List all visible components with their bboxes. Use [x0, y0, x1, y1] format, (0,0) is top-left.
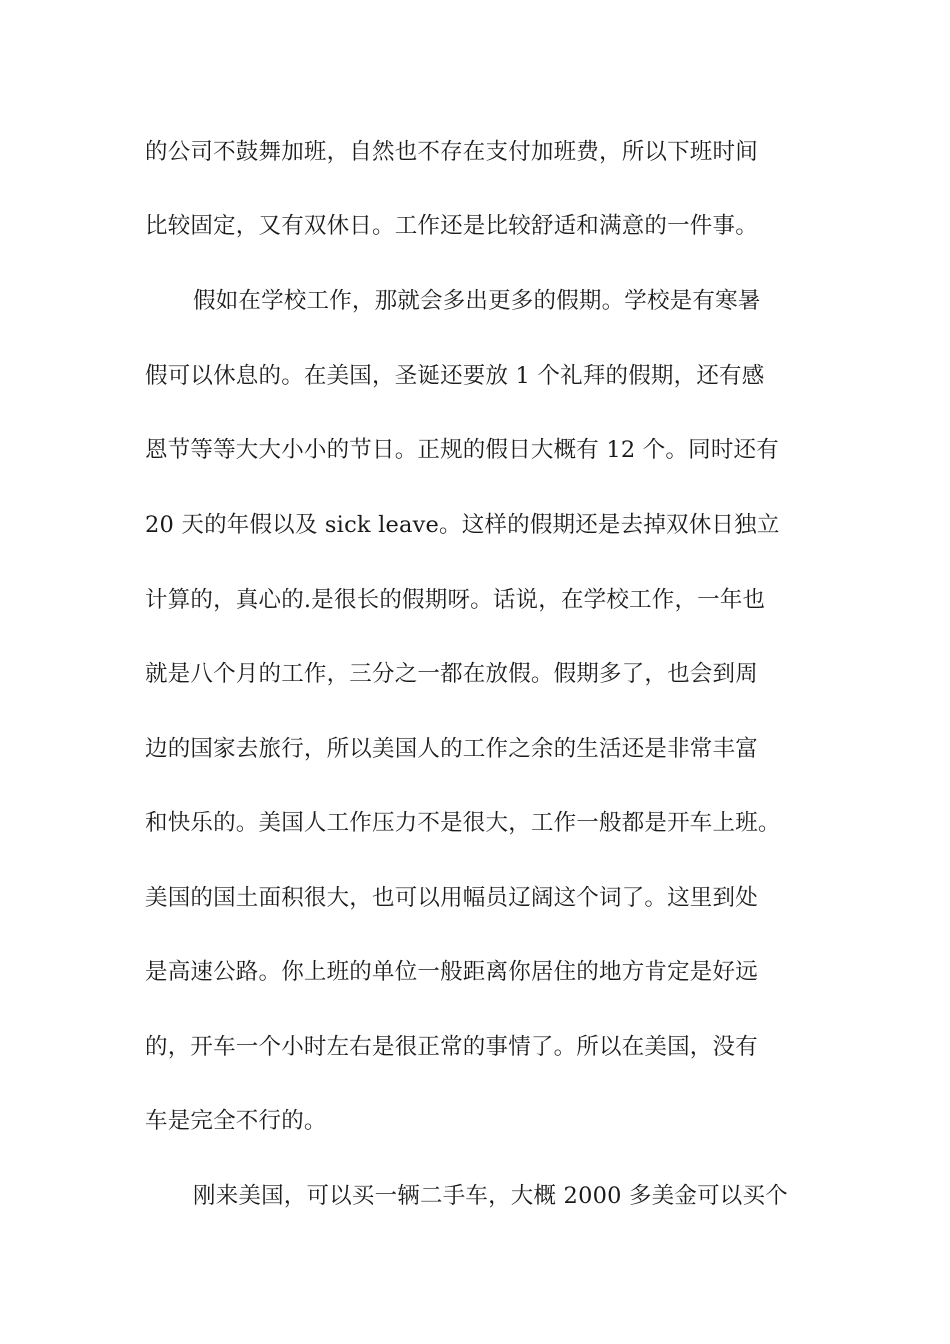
text-line-5: 恩节等等大大小小的节日。正规的假日大概有 12 个。同时还有 [145, 437, 779, 463]
text-line-8: 就是八个月的工作，三分之一都在放假。假期多了，也会到周 [145, 661, 758, 687]
text-line-12: 是高速公路。你上班的单位一般距离你居住的地方肯定是好远 [145, 959, 758, 985]
text-line-11: 美国的国土面积很大，也可以用幅员辽阔这个词了。这里到处 [145, 885, 758, 911]
paragraph-start-line: 假如在学校工作，那就会多出更多的假期。学校是有寒暑 [193, 288, 761, 314]
text-line-14: 车是完全不行的。 [145, 1108, 327, 1134]
paragraph-start-line: 刚来美国，可以买一辆二手车，大概 2000 多美金可以买个 [193, 1183, 788, 1209]
text-line-6: 20 天的年假以及 sick leave。这样的假期还是去掉双休日独立 [145, 512, 780, 538]
text-line-10: 和快乐的。美国人工作压力不是很大，工作一般都是开车上班。 [145, 810, 781, 836]
text-line-7: 计算的，真心的.是很长的假期呀。话说，在学校工作，一年也 [145, 587, 766, 613]
text-line-13: 的，开车一个小时左右是很正常的事情了。所以在美国，没有 [145, 1034, 758, 1060]
text-line-9: 边的国家去旅行，所以美国人的工作之余的生活还是非常丰富 [145, 736, 758, 762]
text-line-2: 比较固定，又有双休日。工作还是比较舒适和满意的一件事。 [145, 213, 758, 239]
text-line-1: 的公司不鼓舞加班，自然也不存在支付加班费，所以下班时间 [145, 139, 758, 165]
text-line-4: 假可以休息的。在美国，圣诞还要放 1 个礼拜的假期，还有感 [145, 363, 765, 389]
